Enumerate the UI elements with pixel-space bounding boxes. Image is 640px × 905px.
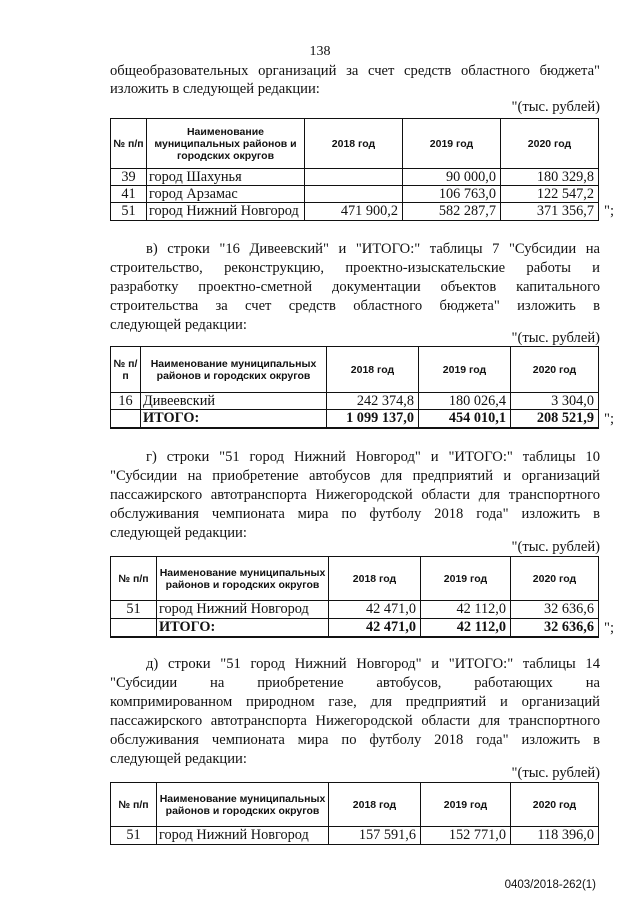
col-header: № п/п <box>111 119 147 169</box>
intro-line: общеобразовательных организаций за счет средств областного бюджета" <box>110 63 600 79</box>
cell: 51 <box>111 601 157 619</box>
section-d-line: пассажирского автотранспорта Нижегородской области для транспортного <box>110 713 600 729</box>
col-header: 2018 год <box>327 347 419 393</box>
section-d-line: обслуживания чемпионата мира по футболу 2018 года" изложить в <box>110 732 600 748</box>
cell: город Нижний Новгород <box>147 203 305 221</box>
cell: 42 471,0 <box>329 601 421 619</box>
section-g-line: пассажирского автотранспорта Нижегородской области для транспортного <box>110 487 600 503</box>
cell: 242 374,8 <box>327 393 419 410</box>
cell <box>305 169 403 186</box>
col-header: Наименование муниципальных районов и городских округов <box>157 557 329 601</box>
col-header: 2018 год <box>329 557 421 601</box>
col-header: 2020 год <box>511 783 599 827</box>
col-header: Наименование муниципальных районов и городских округов <box>141 347 327 393</box>
table-closer: "; <box>604 203 615 219</box>
table-2 <box>110 346 599 429</box>
section-d-line: "Субсидии на приобретение автобусов, работающих на <box>110 675 600 691</box>
cell: ИТОГО: <box>141 410 327 428</box>
cell: 454 010,1 <box>419 410 511 428</box>
cell <box>305 186 403 203</box>
table-3 <box>110 556 599 638</box>
section-d-line: компримированном природном газе, для предприятий и организаций <box>110 694 600 710</box>
cell: 42 112,0 <box>421 619 511 637</box>
section-v-line: строительство, реконструкцию, проектно-изыскательские работы и <box>110 260 600 276</box>
cell: 180 329,8 <box>501 169 599 186</box>
section-v-line: строительства за счет средств областного бюджета" изложить в <box>110 298 600 314</box>
table-row <box>111 169 599 186</box>
cell: 51 <box>111 203 147 221</box>
cell: 122 547,2 <box>501 186 599 203</box>
cell: город Шахунья <box>147 169 305 186</box>
section-v-line: в) строки "16 Дивеевский" и "ИТОГО:" таблицы 7 "Субсидии на <box>146 241 600 257</box>
col-header: 2020 год <box>511 557 599 601</box>
cell: 51 <box>111 827 157 845</box>
cell: город Нижний Новгород <box>157 827 329 845</box>
cell: 3 304,0 <box>511 393 599 410</box>
cell: 208 521,9 <box>511 410 599 428</box>
page-number: 138 <box>309 44 331 59</box>
col-header: Наименование муниципальных районов и городских округов <box>157 783 329 827</box>
col-header: 2019 год <box>421 783 511 827</box>
cell: 32 636,6 <box>511 601 599 619</box>
section-g-line: г) строки "51 город Нижний Новгород" и "ИТОГО:" таблицы 10 <box>146 449 600 465</box>
cell: Дивеевский <box>141 393 327 410</box>
table-closer: "; <box>604 411 615 427</box>
table-row <box>111 203 599 221</box>
intro-line: изложить в следующей редакции: <box>110 81 320 97</box>
table-row <box>111 393 599 410</box>
total-row <box>111 410 599 428</box>
units-label: "(тыс. рублей) <box>511 99 600 115</box>
document-code: 0403/2018-262(1) <box>504 879 596 891</box>
cell: 42 112,0 <box>421 601 511 619</box>
total-row <box>111 619 599 637</box>
units-label: "(тыс. рублей) <box>511 765 600 781</box>
table-row <box>111 827 599 845</box>
cell: 180 026,4 <box>419 393 511 410</box>
section-g-line: обслуживания чемпионата мира по футболу 2018 года" изложить в <box>110 506 600 522</box>
cell: 371 356,7 <box>501 203 599 221</box>
table-row <box>111 601 599 619</box>
cell: 90 000,0 <box>403 169 501 186</box>
cell: город Нижний Новгород <box>157 601 329 619</box>
cell: 118 396,0 <box>511 827 599 845</box>
col-header: № п/п <box>111 557 157 601</box>
col-header: № п/п <box>111 347 141 393</box>
col-header: 2018 год <box>329 783 421 827</box>
cell: 41 <box>111 186 147 203</box>
cell: город Арзамас <box>147 186 305 203</box>
col-header: 2020 год <box>511 347 599 393</box>
section-d-line: следующей редакции: <box>110 751 247 767</box>
cell: ИТОГО: <box>157 619 329 637</box>
cell: 39 <box>111 169 147 186</box>
cell: 16 <box>111 393 141 410</box>
section-d-line: д) строки "51 город Нижний Новгород" и "ИТОГО:" таблицы 14 <box>146 656 600 672</box>
cell: 42 471,0 <box>329 619 421 637</box>
section-g-line: следующей редакции: <box>110 525 247 541</box>
cell: 106 763,0 <box>403 186 501 203</box>
section-v-line: разработку проектно-сметной документации объектов капитального <box>110 279 600 295</box>
col-header: № п/п <box>111 783 157 827</box>
table-1 <box>110 118 599 221</box>
col-header: Наименование муниципальных районов и городских округов <box>147 119 305 169</box>
table-row <box>111 186 599 203</box>
col-header: 2019 год <box>419 347 511 393</box>
cell <box>111 410 141 428</box>
section-g-line: "Субсидии на приобретение автобусов для предприятий и организаций <box>110 468 600 484</box>
units-label: "(тыс. рублей) <box>511 330 600 346</box>
cell: 1 099 137,0 <box>327 410 419 428</box>
cell: 582 287,7 <box>403 203 501 221</box>
cell: 32 636,6 <box>511 619 599 637</box>
col-header: 2019 год <box>403 119 501 169</box>
cell: 157 591,6 <box>329 827 421 845</box>
table-closer: "; <box>604 620 615 636</box>
table-4 <box>110 782 599 845</box>
units-label: "(тыс. рублей) <box>511 539 600 555</box>
cell: 152 771,0 <box>421 827 511 845</box>
cell: 471 900,2 <box>305 203 403 221</box>
col-header: 2018 год <box>305 119 403 169</box>
cell <box>111 619 157 637</box>
col-header: 2019 год <box>421 557 511 601</box>
col-header: 2020 год <box>501 119 599 169</box>
section-v-line: следующей редакции: <box>110 317 247 333</box>
